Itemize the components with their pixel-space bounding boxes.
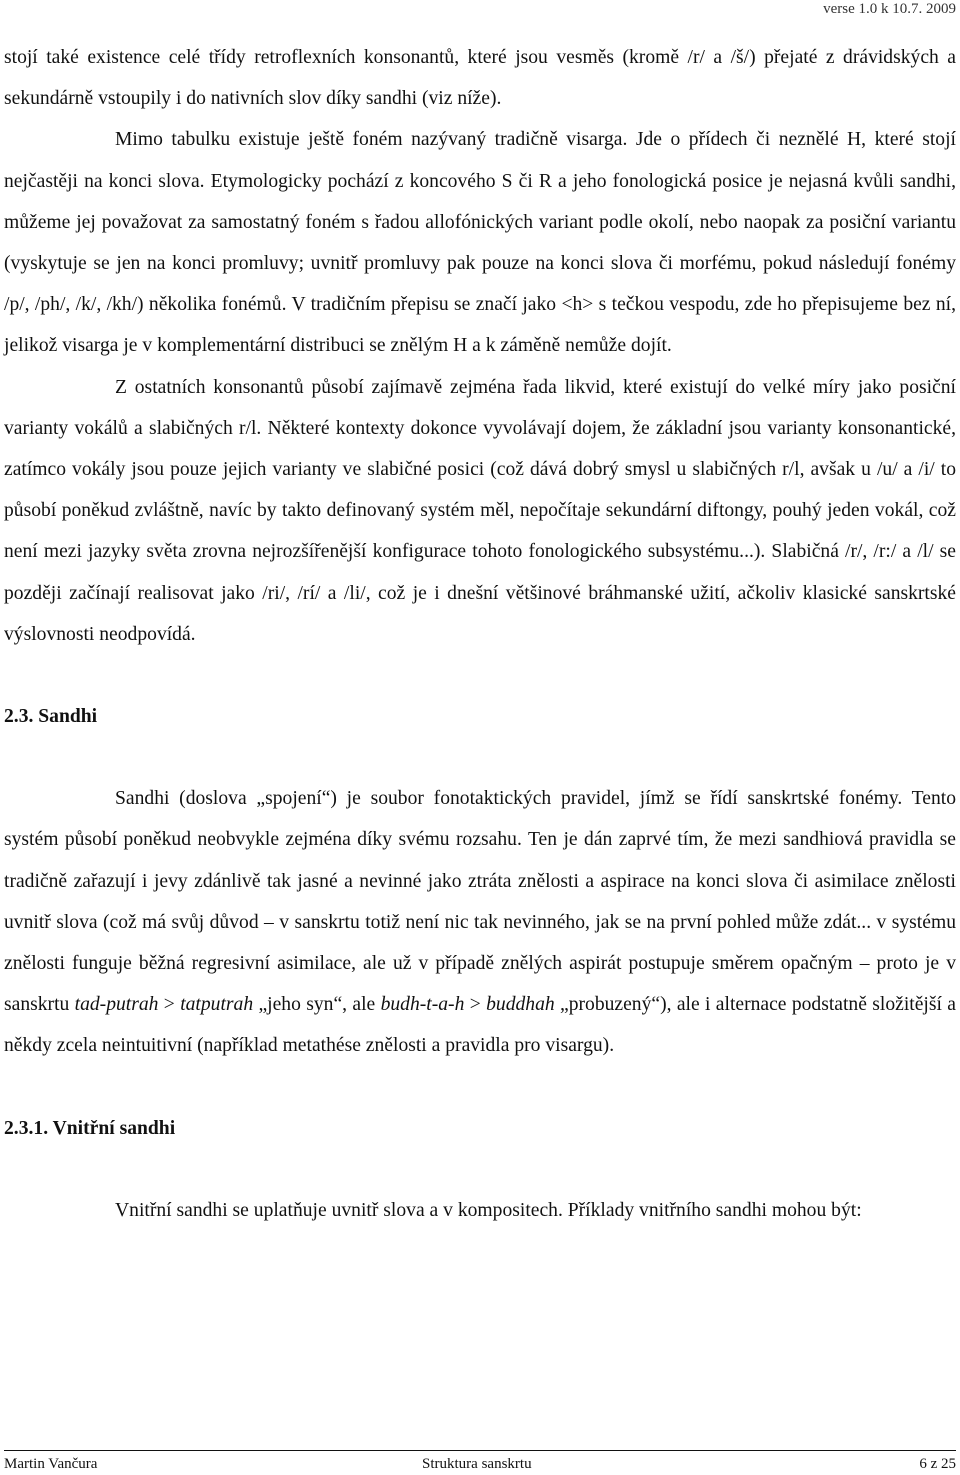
paragraph-internal-sandhi: Vnitřní sandhi se uplatňuje uvnitř slova a v kompositech. Příklady vnitřního sandhi mohou být: xyxy=(115,1199,862,1221)
paragraph-sandhi xyxy=(4,778,956,1066)
section-heading-internal-sandhi: 2.3.1. Vnitřní sandhi xyxy=(4,1117,176,1139)
paragraph-retroflex: stojí také existence celé třídy retroflexních konsonantů, které jsou vesměs (kromě /r/ a /š/) přejaté z drávidských a sekundárně vstoupily i do nativních slov díky sandhi (viz níže). xyxy=(4,47,956,110)
footer-page-number: 6 z 25 xyxy=(919,1456,956,1472)
example-tatputrah: tatputrah xyxy=(180,994,254,1016)
footer-title: Struktura sanskrtu xyxy=(422,1456,532,1472)
page-footer xyxy=(4,1450,956,1475)
section-heading-sandhi: 2.3. Sandhi xyxy=(4,706,98,728)
footer-author: Martin Vančura xyxy=(4,1456,98,1472)
gloss-jeho-syn: „jeho syn“, ale xyxy=(253,994,381,1016)
sandhi-text-part2: „probuzený“), ale i alternace podstatně složitější a někdy zcela neintuitivní (například metathése znělosti a pravidla pro visargu). xyxy=(4,994,956,1057)
document-body xyxy=(4,37,956,1231)
paragraph-visarga: Mimo tabulku existuje ještě foném nazývaný tradičně visarga. Jde o přídech či neznělé H, které stojí nejčastěji na konci slova. Etymologicky pochází z koncového S či R a jeho fonologická posice je nejasná kvůli sandhi, můžeme jej považovat za samostatný foném s řadou allofónických variant podle okolí, nebo naopak za posiční variantu (vyskytuje se jen na konci promluvy; uvnitř promluvy pak pouze na konci slova či morfému, pokud následují fonémy /p/, /ph/, /k/, /kh/) několika fonémů. V tradičním přepisu se značí jako <h> s tečkou vespodu, zde ho přepisujeme bez ní, jelikož visarga je v komplementární distribuci se znělým H a k záměně nemůže dojít. xyxy=(4,129,956,357)
sandhi-text-part1: Sandhi (doslova „spojení“) je soubor fonotaktických pravidel, jímž se řídí sanskrtské fonémy. Tento systém působí poněkud neobvykle zejména díky svému rozsahu. Ten je dán zaprvé tím, že mezi sandhiová pravidla se tradičně zařazují i jevy zdánlivě tak jasné a nevinné jako ztráta znělosti a aspirace na konci slova či asimilace znělosti uvnitř slova (což má svůj důvod – v sanskrtu totiž není nic tak nevinného, jak se na první pohled může zdát... v systému znělosti funguje běžná regresivní asimilace, ale už v případě znělých aspirát postupuje směrem opačným – proto je v sanskrtu xyxy=(4,788,956,1016)
paragraph-liquids: Z ostatních konsonantů působí zajímavě zejména řada likvid, které existují do velké míry jako posiční varianty vokálů a slabičných r/l. Některé kontexty dokonce vyvolávají dojem, že základní jsou varianty konsonantické, zatímco vokály jsou pouze jejich varianty ve slabičné posici (což dává dobrý smysl u slabičných r/l, avšak u /u/ a /i/ to působí poněkud zvláštně, navíc by takto definovaný systém měl, nepočítaje sekundární diftongy, pouhý jeden vokál, což není mezi jazyky světa zrovna nejrozšířenější konfigurace tohoto fonologického subsystému...). Slabičná /r/, /r:/ a /l/ se později začínají realisovat jako /ri/, /rí/ a /li/, což je i dnešní většinové bráhmanské užití, ačkoliv klasické sanskrtské výslovnosti neodpovídá. xyxy=(4,376,956,645)
document-version: verse 1.0 k 10.7. 2009 xyxy=(823,1,956,17)
arrow-gt: > xyxy=(464,994,487,1016)
arrow-gt: > xyxy=(158,994,181,1016)
example-budh-t-a-h: budh-t-a-h xyxy=(380,994,465,1016)
example-buddhah: buddhah xyxy=(486,994,555,1016)
example-tad-putrah: tad-putrah xyxy=(74,994,159,1016)
